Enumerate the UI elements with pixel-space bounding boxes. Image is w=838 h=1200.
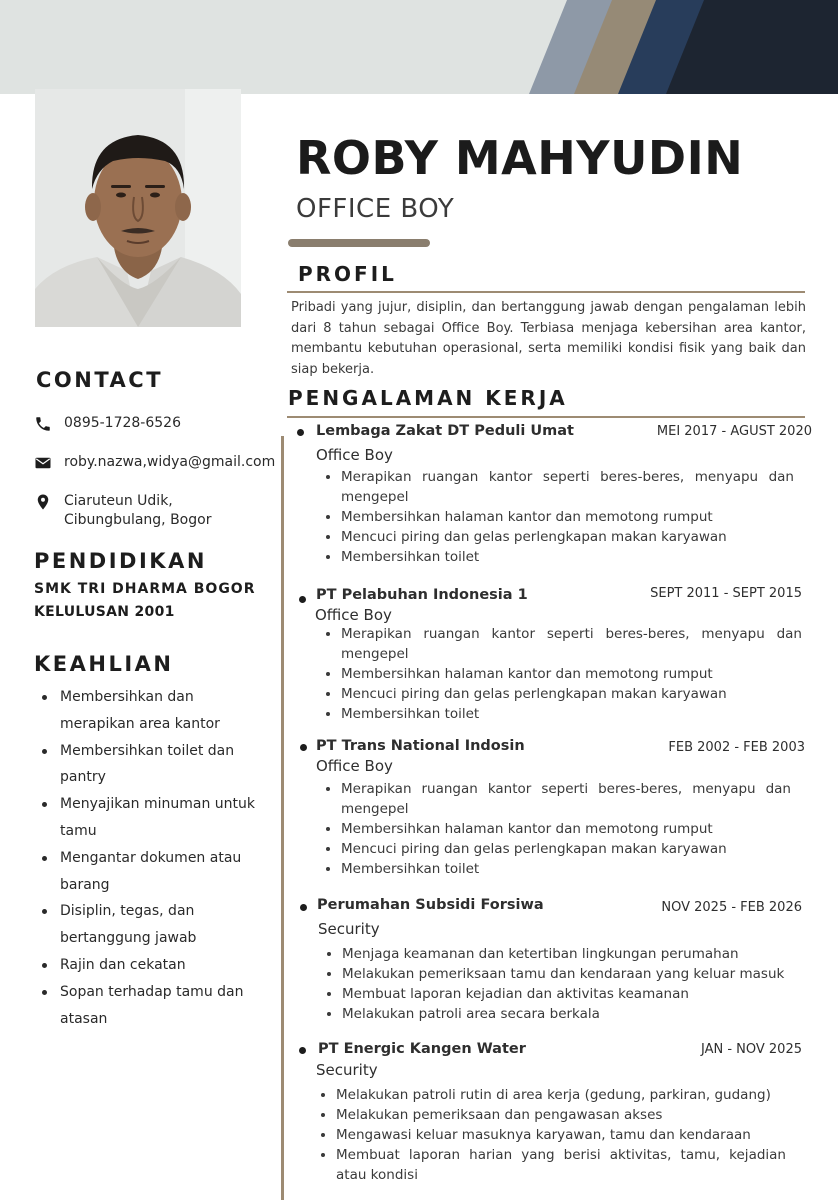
duty-item: Membersihkan halaman kantor dan memotong rumput	[326, 819, 791, 839]
duty-item: Membersihkan toilet	[326, 547, 794, 567]
job-company: PT Energic Kangen Water	[318, 1041, 526, 1057]
duty-item: Membuat laporan kejadian dan aktivitas keamanan	[327, 984, 797, 1004]
skill-item: Membersihkan toilet dan pantry	[40, 738, 265, 792]
person-portrait-icon	[35, 89, 241, 327]
address-line-2: Cibungbulang, Bogor	[64, 512, 212, 528]
education-graduation: KELULUSAN 2001	[34, 604, 175, 620]
education-school: SMK TRI DHARMA BOGOR	[34, 581, 256, 597]
job-duties	[327, 944, 797, 1024]
job-role: Office Boy	[315, 606, 392, 624]
job-role: Security	[318, 920, 380, 938]
duty-item: Membersihkan toilet	[326, 704, 802, 724]
address-line-1: Ciaruteun Udik,	[64, 493, 173, 509]
job-role: Office Boy	[316, 757, 393, 775]
skill-item: Menyajikan minuman untuk tamu	[40, 791, 265, 845]
profile-divider	[287, 291, 805, 293]
job-duties	[326, 467, 794, 567]
duty-item: Membersihkan halaman kantor dan memotong rumput	[326, 664, 802, 684]
duty-item: Melakukan patroli rutin di area kerja (gedung, parkiran, gudang)	[321, 1085, 786, 1105]
duty-item: Melakukan pemeriksaan tamu dan kendaraan yang keluar masuk	[327, 964, 797, 984]
duty-item: Merapikan ruangan kantor seperti beres-beres, menyapu dan mengepel	[326, 467, 794, 507]
contact-heading: CONTACT	[36, 368, 164, 392]
job-role: Office Boy	[316, 446, 393, 464]
skill-item: Disiplin, tegas, dan bertanggung jawab	[40, 898, 265, 952]
duty-item: Menjaga keamanan dan ketertiban lingkungan perumahan	[327, 944, 797, 964]
phone-icon	[34, 415, 52, 433]
duty-item: Merapikan ruangan kantor seperti beres-beres, menyapu dan mengepel	[326, 779, 791, 819]
duty-item: Mencuci piring dan gelas perlengkapan makan karyawan	[326, 527, 794, 547]
duty-item: Mencuci piring dan gelas perlengkapan makan karyawan	[326, 684, 802, 704]
skill-item: Membersihkan dan merapikan area kantor	[40, 684, 265, 738]
job-duties	[326, 624, 802, 724]
contact-address	[34, 492, 211, 530]
address-text	[64, 492, 211, 530]
email-address: roby.nazwa,widya@gmail.com	[64, 454, 276, 470]
duty-item: Melakukan patroli area secara berkala	[327, 1004, 797, 1024]
skill-item: Rajin dan cekatan	[40, 952, 265, 979]
job-period: NOV 2025 - FEB 2026	[661, 900, 802, 915]
job-company: PT Pelabuhan Indonesia 1	[316, 587, 528, 603]
duty-item: Membersihkan halaman kantor dan memotong rumput	[326, 507, 794, 527]
envelope-icon	[34, 454, 52, 472]
profile-text: Pribadi yang jujur, disiplin, dan bertanggung jawab dengan pengalaman lebih dari 8 tahun sebagai Office Boy. Terbiasa menjaga kebersihan area kantor, membantu kebutuhan operasional, serta memiliki kondisi fisik yang baik dan siap bekerja.	[291, 300, 806, 377]
bullet-dot	[299, 1047, 306, 1054]
job-role: Security	[316, 1061, 378, 1079]
duty-item: Membuat laporan harian yang berisi aktivitas, tamu, kejadian atau kondisi	[321, 1145, 786, 1185]
job-period: JAN - NOV 2025	[700, 1042, 802, 1057]
duty-item: Melakukan pemeriksaan dan pengawasan akses	[321, 1105, 786, 1125]
job-duties	[321, 1085, 786, 1185]
timeline-divider	[281, 436, 284, 1200]
education-heading: PENDIDIKAN	[34, 549, 207, 573]
bullet-dot	[300, 904, 307, 911]
experience-heading: PENGALAMAN KERJA	[288, 386, 568, 410]
experience-divider	[287, 416, 805, 418]
skill-item: Sopan terhadap tamu dan atasan	[40, 979, 265, 1033]
duty-item: Mengawasi keluar masuknya karyawan, tamu dan kendaraan	[321, 1125, 786, 1145]
job-company: PT Trans National Indosin	[316, 738, 525, 754]
profile-photo	[35, 89, 241, 327]
skills-list	[40, 684, 265, 1032]
skill-item: Mengantar dokumen atau barang	[40, 845, 265, 899]
bullet-dot	[300, 744, 307, 751]
job-period: FEB 2002 - FEB 2003	[668, 740, 805, 755]
accent-bar	[288, 239, 430, 247]
duty-item: Mencuci piring dan gelas perlengkapan makan karyawan	[326, 839, 791, 859]
header-band	[0, 0, 838, 94]
contact-phone	[34, 414, 181, 433]
job-company: Perumahan Subsidi Forsiwa	[317, 897, 544, 913]
duty-item: Merapikan ruangan kantor seperti beres-beres, menyapu dan mengepel	[326, 624, 802, 664]
job-company: Lembaga Zakat DT Peduli Umat	[316, 423, 574, 439]
duty-item: Membersihkan toilet	[326, 859, 791, 879]
location-pin-icon	[34, 493, 52, 511]
bullet-dot	[299, 596, 306, 603]
skills-heading: KEAHLIAN	[34, 652, 174, 676]
job-period: SEPT 2011 - SEPT 2015	[650, 586, 802, 601]
phone-number: 0895-1728-6526	[64, 415, 181, 431]
profile-heading: PROFIL	[298, 262, 397, 286]
bullet-dot	[297, 429, 304, 436]
candidate-role: OFFICE BOY	[296, 194, 455, 224]
job-period: MEI 2017 - AGUST 2020	[656, 424, 812, 439]
candidate-name: ROBY MAHYUDIN	[296, 131, 744, 185]
contact-email	[34, 453, 275, 472]
job-duties	[326, 779, 791, 879]
